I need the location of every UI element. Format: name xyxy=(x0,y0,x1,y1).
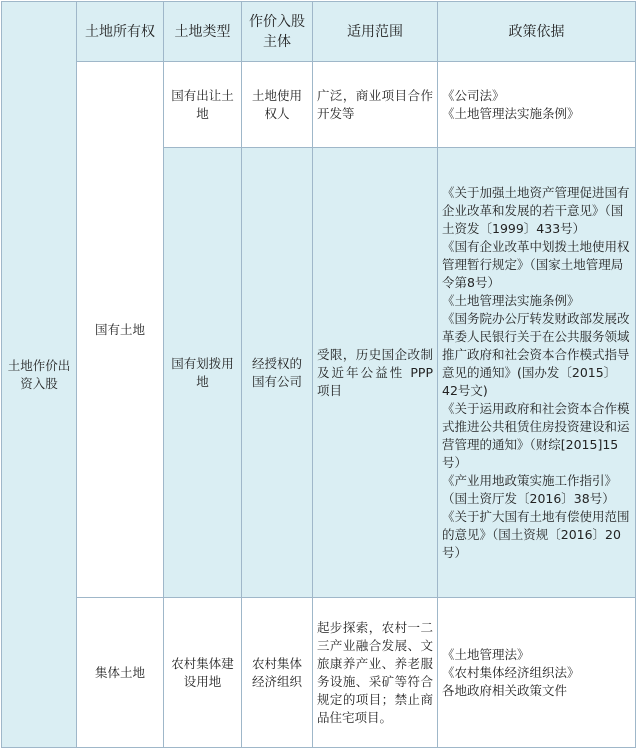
ownership-state: 国有土地 xyxy=(77,62,164,598)
category-cell: 土地作价出资入股 xyxy=(2,2,77,748)
land-type-transferred: 国有出让土地 xyxy=(164,62,242,148)
scope-allocated: 受限，历史国企改制及近年公益性 PPP 项目 xyxy=(313,148,438,598)
land-type-allocated: 国有划拨用地 xyxy=(164,148,242,598)
policy-item: 《关于加强土地资产管理促进国有企业改革和发展的若干意见》（国土资发〔1999〕433号） xyxy=(442,184,630,236)
policy-item: 各地政府相关政策文件 xyxy=(442,682,568,698)
policy-item: 《国有企业改革中划拨土地使用权管理暂行规定》（国家土地管理局令第8号） xyxy=(442,238,630,290)
ownership-collective: 集体土地 xyxy=(77,598,164,748)
policy-item: 《关于扩大国有土地有偿使用范围的意见》（国土资规〔2016〕20号） xyxy=(442,508,630,560)
subject-transferred: 土地使用权人 xyxy=(242,62,313,148)
policy-item: 《土地管理法实施条例》 xyxy=(442,105,580,121)
header-ownership: 土地所有权 xyxy=(77,2,164,62)
policy-item: 《土地管理法实施条例》 xyxy=(442,292,580,308)
policy-collective xyxy=(438,598,636,748)
policy-item: 《土地管理法》 xyxy=(442,646,530,662)
header-land-type: 土地类型 xyxy=(164,2,242,62)
policy-item: 《关于运用政府和社会资本合作模式推进公共租赁住房投资建设和运营管理的通知》（财综[2015]15号） xyxy=(442,400,630,470)
scope-collective: 起步探索，农村一二三产业融合发展、文旅康养产业、养老服务设施、采矿等符合规定的项目；禁止商品住宅项目。 xyxy=(313,598,438,748)
scope-transferred: 广泛，商业项目合作开发等 xyxy=(313,62,438,148)
policy-item: 《公司法》 xyxy=(442,87,505,103)
policy-transferred xyxy=(438,62,636,148)
policy-item: 《国务院办公厅转发财政部发展改革委人民银行关于在公共服务领域推广政府和社会资本合作模式指导意见的通知》(国办发〔2015〕42号文) xyxy=(442,310,630,398)
land-type-collective: 农村集体建设用地 xyxy=(164,598,242,748)
subject-allocated: 经授权的国有公司 xyxy=(242,148,313,598)
header-policy: 政策依据 xyxy=(438,2,636,62)
policy-item: 《产业用地政策实施工作指引》（国土资厅发〔2016〕38号） xyxy=(442,472,618,506)
land-equity-table xyxy=(1,1,636,748)
policy-item: 《农村集体经济组织法》 xyxy=(442,664,580,680)
policy-allocated xyxy=(438,148,636,598)
header-scope: 适用范围 xyxy=(313,2,438,62)
subject-collective: 农村集体经济组织 xyxy=(242,598,313,748)
header-subject: 作价入股主体 xyxy=(242,2,313,62)
